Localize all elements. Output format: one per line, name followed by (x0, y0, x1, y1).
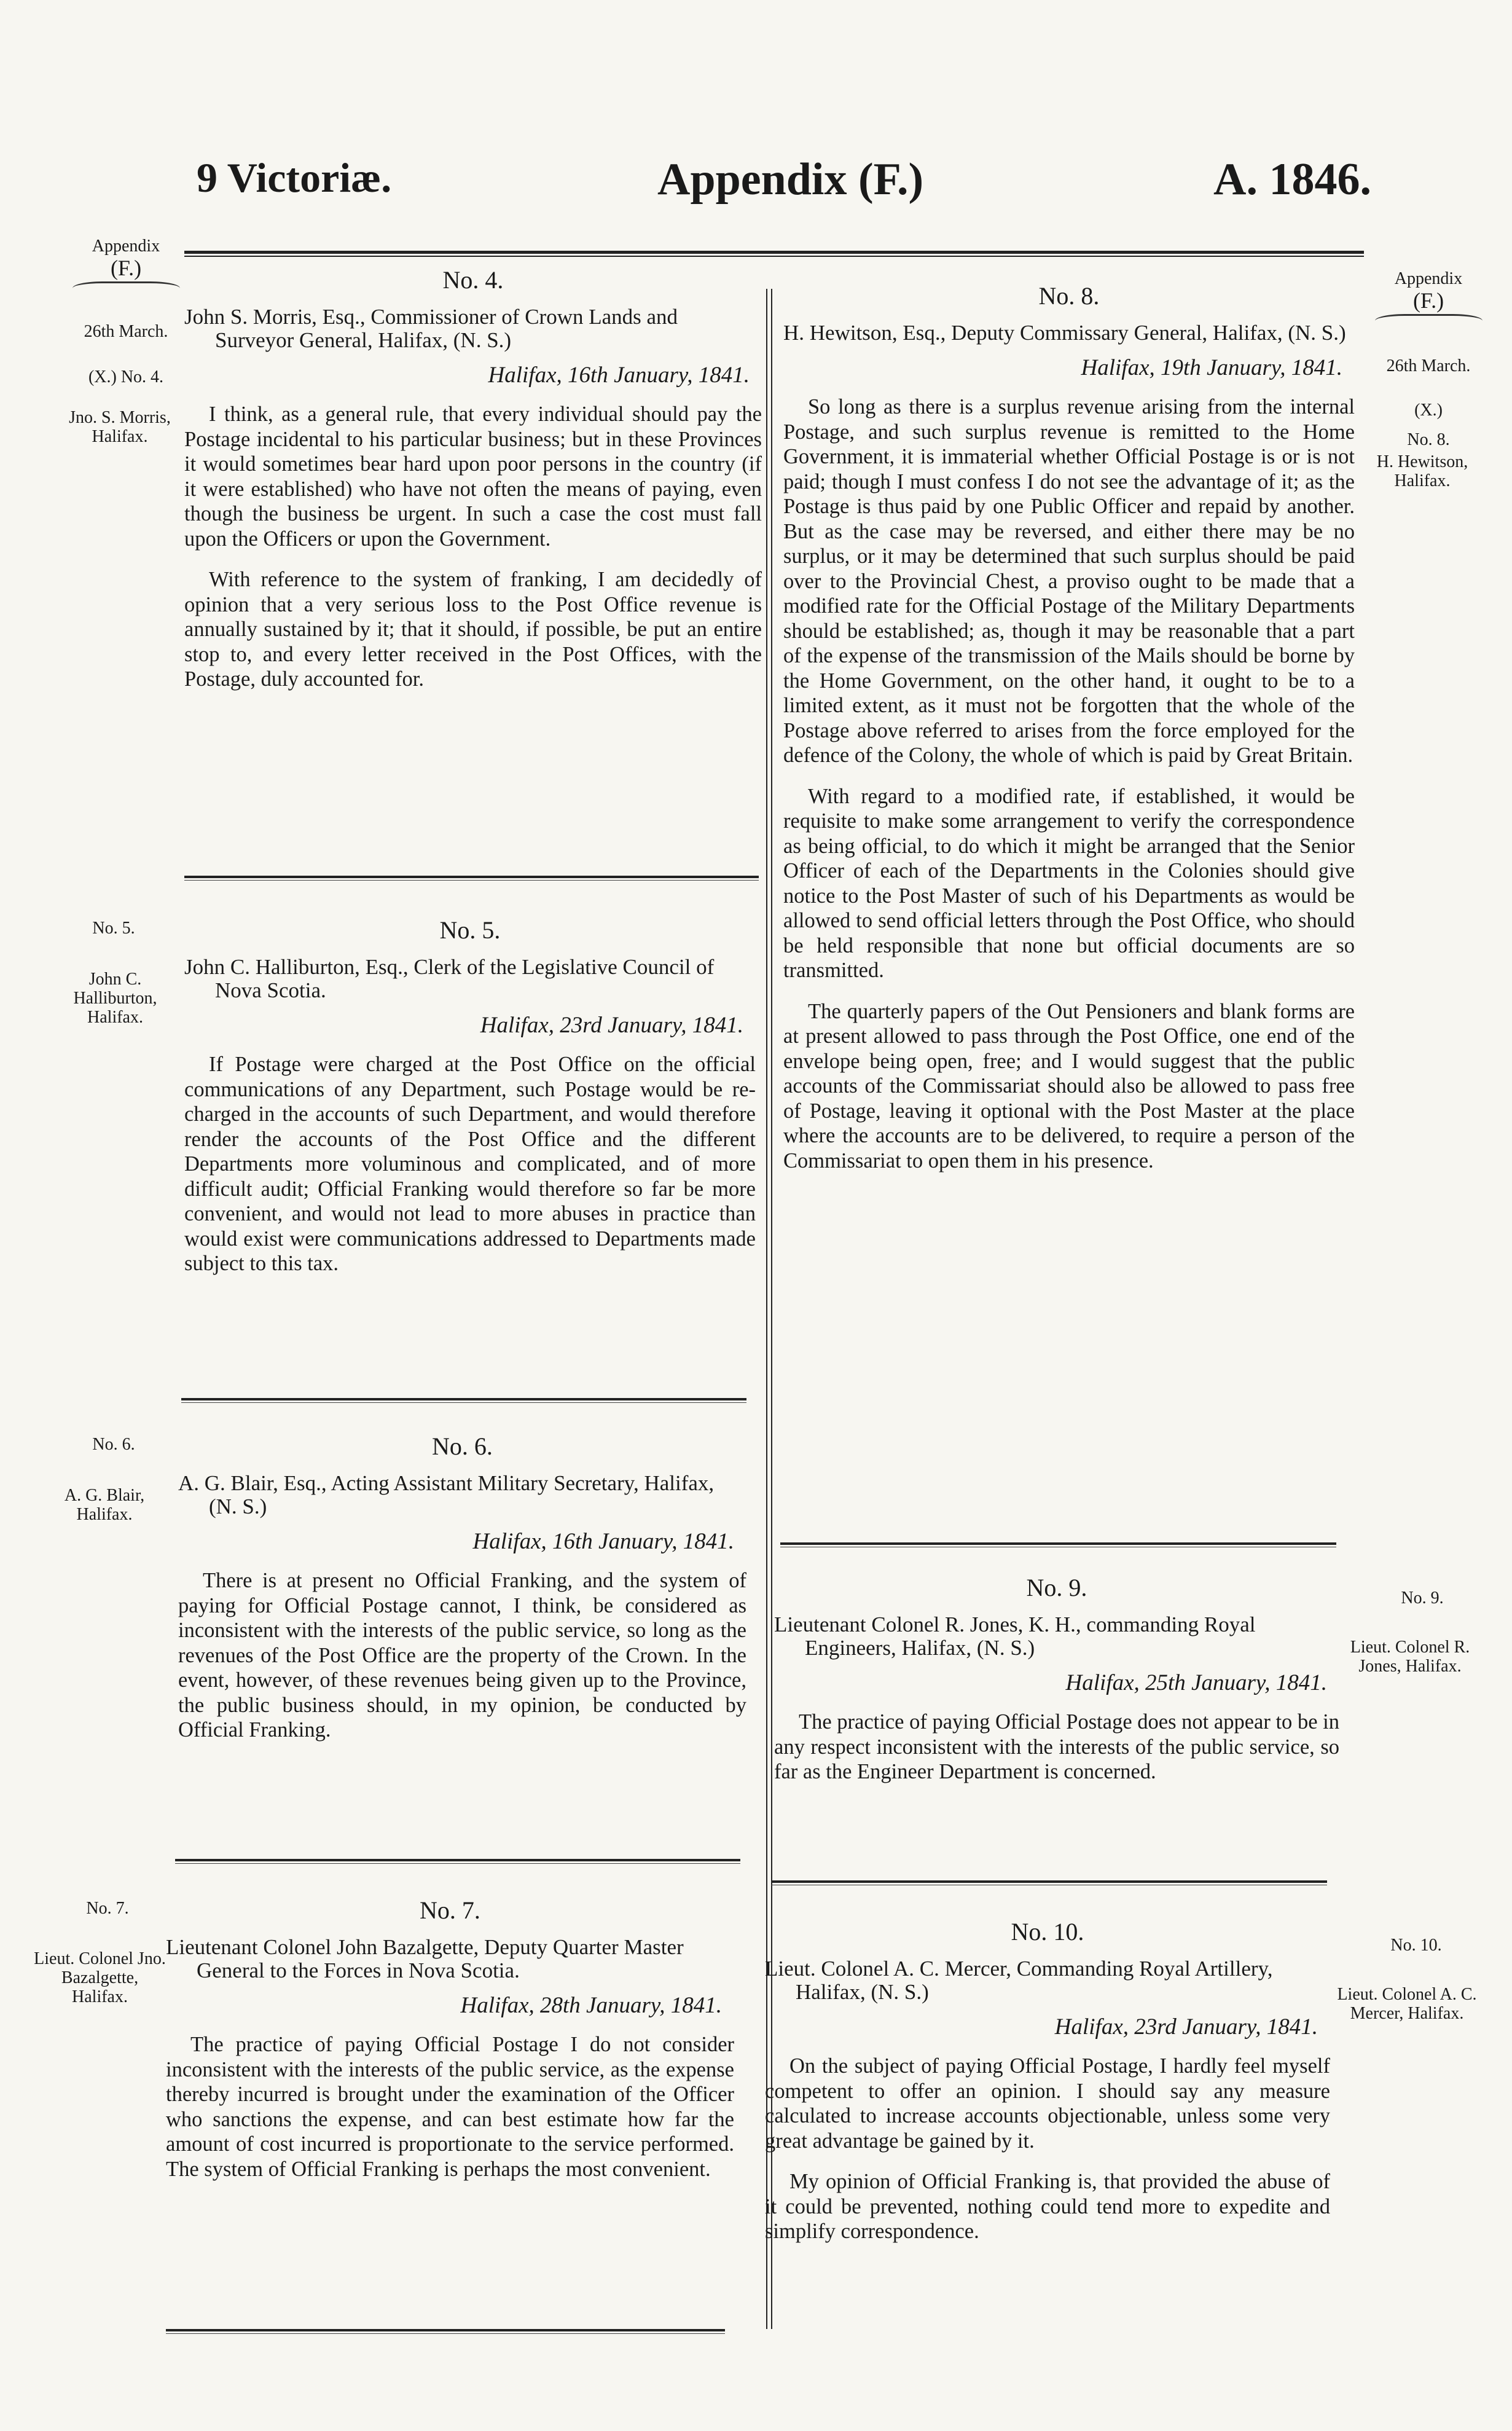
letter-addressee: John S. Morris, Esq., Commissioner of Crown Lands and Surveyor General, Halifax, (N. S.) (184, 305, 678, 352)
letter-paragraph: So long as there is a surplus revenue arising from the internal Postage, and such surplus revenue is remitted to the Home Government, it is immaterial whether Official Postage is or is not paid; though I must confess I do not see the advantage of it; as the Postage is thus paid by one Public Officer and repaid by another. But as the case may be reversed, and either there may be no surplus, or it may be determined that such surplus should be paid over to the Provincial Chest, a proviso ought to be made that a modified rate for the Official Postage of the Military Departments should be established; as, though it may be reasonable that a part of the expense of the transmission of the Mails should be borne by the Home Government, on the other hand, it ought to be to a limited extent, as it must not be forgotten that the whole of the Postage above referred to arises from the force employed for the defence of the Colony, the whole of which is paid by Great Britain. (783, 395, 1355, 767)
left-date-note: 26th March. (84, 322, 168, 341)
letter-addressee: Lieutenant Colonel R. Jones, K. H., commanding Royal Engineers, Halifax, (N. S.) (774, 1612, 1256, 1660)
right-n9-no: No. 9. (1401, 1589, 1444, 1608)
right-ref-note: (X.) (1414, 401, 1443, 420)
right-n10-name: Lieut. Colonel A. C. Mercer, Halifax. (1337, 1985, 1477, 2023)
letter-addressee: John C. Halliburton, Esq., Clerk of the Legislative Council of Nova Scotia. (184, 955, 715, 1002)
letter-number: No. 7. (420, 1896, 480, 1924)
letter-paragraph: With reference to the system of franking, I am decidedly of opinion that a very serious loss to the Post Office revenue is annually sustained by it; that it should, if possible, be put an entire stop to, and every letter received in the Post Offices, with the Postage, duly accounted for. (184, 568, 762, 691)
left-brace (72, 281, 180, 288)
letter-number: No. 5. (439, 916, 501, 944)
letter-number: No. 4. (442, 266, 504, 294)
letter-date: Halifax, 25th January, 1841. (1065, 1670, 1327, 1695)
letter-paragraph: On the subject of paying Official Postage, I hardly feel myself competent to offer an opinion. I should say any measure calculated to increase accounts objectionable, unless some very great advantage be gained by it. (765, 2054, 1330, 2153)
right-n9-name: Lieut. Colonel R. Jones, Halifax. (1350, 1638, 1470, 1676)
year-label: A. 1846. (1213, 154, 1371, 205)
left-n4-name: Jno. S. Morris, Halifax. (69, 408, 171, 446)
letter-no-10 (765, 1917, 1330, 2260)
page-header (0, 154, 1512, 221)
letter-paragraph: If Postage were charged at the Post Office on the official communications of any Department, such Postage would be re-charged in the accounts of such Department, and would therefore render the accounts of the Post Office and the different Departments more voluminous and complicated, and of more difficult audit; Official Franking would therefore so far be more convenient, and would not lead to more abuses in practice than would exist were communications addressed to Departments made subject to this tax. (184, 1053, 756, 1275)
letter-no-9 (774, 1573, 1339, 1801)
section-rule (175, 1859, 740, 1864)
letter-no-4 (184, 265, 762, 708)
letter-no-6 (178, 1432, 746, 1759)
left-n5-name: John C. Halliburton, Halifax. (73, 970, 157, 1027)
letter-number: No. 8. (1038, 282, 1100, 310)
section-rule (181, 1398, 746, 1403)
letter-addressee: Lieutenant Colonel John Bazalgette, Deputy Quarter Master General to the Forces in Nova Scotia. (166, 1935, 684, 1982)
letter-paragraph: With regard to a modified rate, if established, it would be requisite to make some arrangement to verify the correspondence as being official, to do which it might be arranged that the Senior Officer of each of the Departments in the Colonies should give notice to the Post Master of such of his Departments as would be allowed to send official letters through the Post Office, who should be held responsible that none but official documents are so transmitted. (783, 784, 1355, 982)
letter-no-5 (184, 916, 756, 1292)
left-n6-name: A. G. Blair, Halifax. (64, 1486, 145, 1524)
letter-no-7 (166, 1896, 734, 2197)
appendix-title: Appendix (F.) (657, 154, 924, 205)
letter-date: Halifax, 16th January, 1841. (488, 363, 750, 388)
right-brace (1375, 314, 1483, 321)
letter-paragraph: My opinion of Official Franking is, that provided the abuse of it could be prevented, nothing could tend more to expedite and simplify correspondence. (765, 2170, 1330, 2243)
left-n7-name: Lieut. Colonel Jno. Bazalgette, Halifax. (34, 1949, 166, 2006)
session-label: 9 Victoriæ. (197, 154, 392, 201)
letter-date: Halifax, 28th January, 1841. (460, 1993, 722, 2018)
letter-no-8 (783, 281, 1355, 1189)
letter-date: Halifax, 23rd January, 1841. (480, 1013, 743, 1038)
letter-number: No. 10. (1011, 1918, 1084, 1946)
section-rule (184, 876, 759, 881)
right-date-note: 26th March. (1386, 356, 1471, 375)
left-n5-no: No. 5. (92, 919, 135, 938)
letter-date: Halifax, 19th January, 1841. (1081, 355, 1342, 380)
left-ref-note: (X.) No. 4. (88, 367, 164, 387)
letter-paragraph: There is at present no Official Franking, and the system of paying for Official Postage cannot, I think, be considered as inconsistent with the interests of the public service, so long as the revenues of the Post Office are the property of the Crown. In the event, however, of these revenues being given up to the Province, the public business should, in my opinion, be conducted by Official Franking. (178, 1569, 746, 1742)
letter-date: Halifax, 23rd January, 1841. (1054, 2014, 1318, 2040)
letter-number: No. 6. (432, 1432, 493, 1460)
letter-addressee: Lieut. Colonel A. C. Mercer, Commanding Royal Artillery, Halifax, (N. S.) (765, 1957, 1273, 2004)
right-n8-no: No. 8. (1407, 430, 1450, 449)
letter-paragraph: The practice of paying Official Postage I do not consider inconsistent with the interests of the public service, as the expense thereby incurred is brought under the examination of the Officer who sanctions the expense, and can best estimate how far the amount of cost incurred is proportionate to the service performed. The system of Official Franking is perhaps the most convenient. (166, 2033, 734, 2181)
left-n6-no: No. 6. (92, 1435, 135, 1454)
left-n7-no: No. 7. (86, 1899, 129, 1918)
letter-date: Halifax, 16th January, 1841. (472, 1529, 734, 1554)
letter-paragraph: The quarterly papers of the Out Pensioners and blank forms are at present allowed to pass through the Post Office, one end of the envelope being open, free; and I would suggest that the public accounts of the Commissariat should also be allowed to pass free of Postage, leaving it optional with the Post Master at the place where the accounts are to be delivered, to require a person of the Commissariat to open them in his presence. (783, 999, 1355, 1172)
right-appendix-note: Appendix (F.) (1358, 269, 1499, 321)
letter-addressee: H. Hewitson, Esq., Deputy Commissary General, Halifax, (N. S.) (783, 321, 1346, 345)
header-rule (184, 251, 1364, 257)
right-n8-name: H. Hewitson, Halifax. (1376, 452, 1468, 490)
letter-paragraph: The practice of paying Official Postage does not appear to be in any respect inconsistent with the interests of the public service, so far as the Engineer Department is concerned. (774, 1710, 1339, 1783)
section-rule (771, 1880, 1327, 1885)
left-appendix-note: Appendix (F.) (61, 237, 190, 288)
section-rule (780, 1542, 1336, 1547)
letter-paragraph: I think, as a general rule, that every individual should pay the Postage incidental to his particular business; but in these Provinces it would sometimes bear hard upon poor persons in the country (if it were established) who have not often the means of paying, even though the business be urgent. In such a case the cost must fall upon the Officers or upon the Government. (184, 403, 762, 551)
letter-number: No. 9. (1026, 1574, 1087, 1601)
section-rule (166, 2329, 725, 2334)
right-n10-no: No. 10. (1390, 1936, 1442, 1955)
letter-addressee: A. G. Blair, Esq., Acting Assistant Military Secretary, Halifax, (N. S.) (178, 1471, 715, 1518)
